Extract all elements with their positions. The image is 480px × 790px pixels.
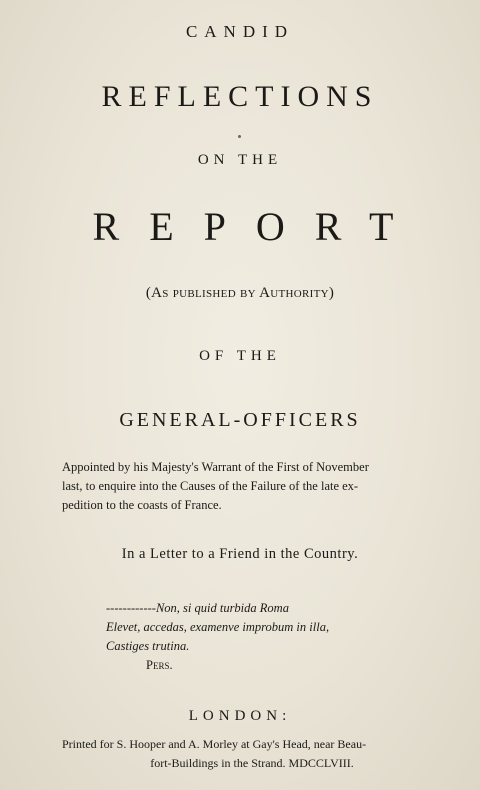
title-on-the: ON THE [197, 152, 283, 168]
description-paragraph [62, 458, 442, 515]
imprint-line: Printed for S. Hooper and A. Morley at Gay's Head, near Beau- [62, 737, 367, 751]
title-published-by-authority: (As published by Authority) [145, 285, 335, 301]
title-reflections: REFLECTIONS [101, 80, 379, 113]
quote-line: Elevet, accedas, examenve improbum in illa, [106, 620, 330, 634]
ornament-dot [238, 135, 241, 138]
title-of-the: OF THE [199, 348, 281, 364]
quote-line: ------------Non, si quid turbida Roma [106, 601, 289, 615]
epigraph-quote [106, 599, 329, 675]
imprint-line: fort-Buildings in the Strand. MDCCLVIII. [150, 756, 354, 770]
quote-line-last [106, 637, 329, 675]
description-line: pedition to the coasts of France. [62, 498, 222, 512]
letter-line: In a Letter to a Friend in the Country. [121, 546, 359, 562]
title-candid: CANDID [185, 22, 295, 41]
description-line: Appointed by his Majesty's Warrant of the First of November [62, 460, 369, 474]
title-general-officers: GENERAL-OFFICERS [119, 409, 361, 431]
imprint [62, 735, 442, 773]
description-line: last, to enquire into the Causes of the Failure of the late ex- [62, 479, 359, 493]
quote-attribution: Pers. [146, 658, 173, 672]
title-report: REPORT [92, 204, 424, 249]
imprint-place: LONDON: [188, 708, 292, 724]
quote-line-text: Castiges trutina. [106, 639, 190, 653]
